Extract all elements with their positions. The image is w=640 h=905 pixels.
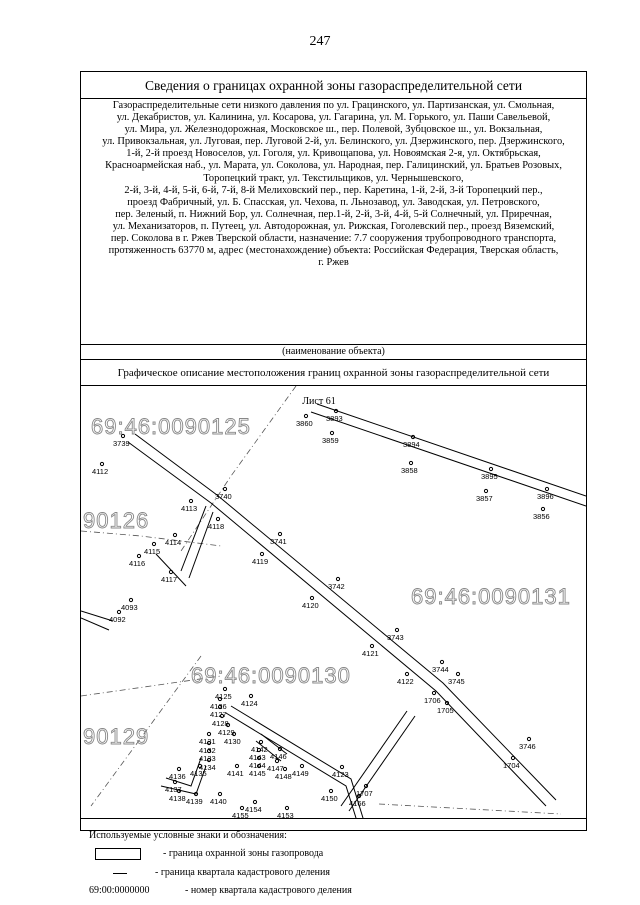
section-title: Сведения о границах охранной зоны газораспределительной сети [81, 72, 586, 99]
boundary-point-label: 4113 [181, 504, 198, 513]
boundary-point-label: 4149 [292, 769, 309, 778]
description-line: ул. Привокзальная, ул. Луговая, пер. Луговой 2-й, ул. Белинского, ул. Дзержинского, пер. Дзержинского, [102, 136, 565, 148]
block-border-symbol [113, 873, 127, 874]
boundary-point-label: 4145 [249, 769, 266, 778]
boundary-point-marker [370, 644, 373, 647]
boundary-point-label: 4120 [302, 601, 319, 610]
boundary-point-marker [216, 517, 219, 520]
boundary-point-marker [173, 533, 176, 536]
graphic-title: Графическое описание местоположения границ охранной зоны газораспределительной сети [81, 360, 586, 386]
boundary-point-label: 4147 [267, 764, 284, 773]
boundary-point-label: 1705 [437, 706, 454, 715]
boundary-point-marker [169, 570, 172, 573]
boundary-point-label: 3746 [519, 742, 536, 751]
boundary-point-marker [177, 767, 180, 770]
boundary-point-marker [223, 487, 226, 490]
description-line: Газораспределительные сети низкого давления по ул. Грацинского, ул. Партизанская, ул. Смольная, [112, 100, 555, 111]
legend-block-number-desc: - номер квартала кадастрового деления [185, 885, 352, 896]
boundary-point-marker [545, 487, 548, 490]
boundary-point-label: 4137 [165, 785, 182, 794]
boundary-point-label: 3856 [533, 512, 550, 521]
boundary-point-label: 4124 [241, 699, 258, 708]
boundary-point-label: 1704 [503, 761, 520, 770]
boundary-point-label: 3896 [537, 492, 554, 501]
boundary-point-label: 4143 [249, 753, 266, 762]
boundary-point-marker [100, 462, 103, 465]
boundary-point-marker [440, 660, 443, 663]
zone-strip [317, 404, 586, 496]
boundary-point-label: 4132 [199, 746, 216, 755]
boundary-point-label: 3745 [448, 677, 465, 686]
boundary-point-label: 4112 [92, 467, 109, 476]
description-line: Красноармейская наб., ул. Марата, ул. Соколова, ул. Народная, пер. Галицинский, ул. Братьев Розовых, [105, 160, 562, 172]
boundary-point-label: 4150 [321, 794, 338, 803]
boundary-point-marker [278, 532, 281, 535]
boundary-point-label: 4131 [199, 737, 216, 746]
boundary-point-marker [173, 780, 176, 783]
description-line: пер. Соколова в г. Ржев Тверской области, назначение: 7.7 сооружения трубопроводного транспорта, [110, 233, 557, 245]
boundary-point-label: 4122 [397, 677, 414, 686]
boundary-point-marker [432, 691, 435, 694]
boundary-point-label: 3859 [322, 436, 339, 445]
description-line: ул. Декабристов, ул. Калинина, ул. Косарова, ул. Гагарина, ул. М. Горького, ул. Паши Савельевой, [116, 112, 551, 124]
boundary-point-marker [285, 806, 288, 809]
cadastral-number: 69:46:0090130 [191, 663, 351, 688]
boundary-point-marker [249, 694, 252, 697]
boundary-point-label: 3744 [432, 665, 449, 674]
boundary-point-label: 4155 [232, 811, 249, 818]
boundary-point-label: 4138 [169, 794, 186, 803]
boundary-point-marker [304, 414, 307, 417]
zone-strip [81, 618, 109, 630]
boundary-map [81, 386, 586, 818]
boundary-point-label: 4118 [208, 522, 225, 531]
boundary-point-marker [117, 610, 120, 613]
boundary-point-marker [511, 756, 514, 759]
cadastral-number: 69:46:0090131 [411, 584, 571, 609]
boundary-point-marker [527, 737, 530, 740]
boundary-point-marker [409, 461, 412, 464]
boundary-point-marker [405, 672, 408, 675]
info-frame [80, 71, 587, 896]
boundary-point-label: 4129 [218, 728, 235, 737]
boundary-point-label: 1707 [356, 789, 373, 798]
boundary-point-label: 4144 [249, 761, 266, 770]
boundary-point-marker [189, 499, 192, 502]
zone-strip [341, 711, 407, 806]
boundary-point-marker [275, 759, 278, 762]
boundary-point-label: 3743 [387, 633, 404, 642]
sheet-label: Лист 61 [302, 396, 336, 407]
boundary-point-label: 3740 [215, 492, 232, 501]
boundary-point-label: 4115 [144, 547, 161, 556]
boundary-point-label: 3857 [476, 494, 493, 503]
boundary-point-label: 4119 [252, 557, 269, 566]
boundary-point-marker [283, 767, 286, 770]
boundary-point-marker [223, 687, 226, 690]
boundary-point-marker [310, 596, 313, 599]
boundary-point-label: 3894 [403, 440, 420, 449]
map-area [81, 386, 586, 819]
boundary-point-label: 4130 [224, 737, 241, 746]
boundary-point-marker [253, 800, 256, 803]
boundary-point-marker [340, 765, 343, 768]
description-line: Торопецкий тракт, ул. Текстильщиков, ул. Чернышевского, [203, 172, 464, 184]
boundary-point-label: 4126 [210, 702, 227, 711]
object-name-caption: (наименование объекта) [81, 345, 586, 360]
legend-block-border: - граница квартала кадастрового деления [155, 867, 330, 878]
boundary-point-label: 3741 [270, 537, 287, 546]
boundary-point-label: 4114 [165, 538, 182, 547]
boundary-point-label: 4154 [245, 805, 262, 814]
block-boundary [379, 804, 561, 814]
description-line: 2-й, 3-й, 4-й, 5-й, 6-й, 7-й, 8-й Мелиховский пер., пер. Каретина, 1-й, 2-й, 3-й Торопецкий пер., [124, 184, 543, 196]
boundary-point-marker [330, 431, 333, 434]
description-line: 1-й, 2-й проезд Новоселов, ул. Гоголя, ул. Кривощапова, ул. Новоямская 2-я, ул. Октябрьская, [126, 148, 541, 160]
boundary-point-label: 3739 [113, 439, 130, 448]
description-line: ул. Мира, ул. Железнодорожная, Московское ш., пер. Полевой, Зубцовское ш., ул. Вокзальная, [124, 124, 543, 136]
legend-zone-border: - граница охранной зоны газопровода [163, 848, 324, 859]
boundary-point-marker [456, 672, 459, 675]
boundary-point-marker [152, 542, 155, 545]
boundary-point-label: 4153 [277, 811, 294, 818]
boundary-point-label: 4146 [270, 752, 287, 761]
boundary-point-label: 4133 [199, 754, 216, 763]
boundary-point-label: 4093 [121, 603, 138, 612]
boundary-point-label: 4136 [169, 772, 186, 781]
boundary-point-label: 4127 [210, 710, 227, 719]
boundary-point-marker [137, 554, 140, 557]
description-line: г. Ржев [318, 257, 349, 269]
description-line: протяженность 63770 м, адрес (местонахождение) объекта: Российская Федерация, Тверская область, [108, 245, 559, 257]
boundary-point-label: 4092 [109, 615, 126, 624]
legend-title: Используемые условные знаки и обозначения: [89, 830, 287, 841]
boundary-point-marker [395, 628, 398, 631]
boundary-point-label: 4148 [275, 772, 292, 781]
object-description [81, 99, 586, 345]
boundary-point-label: 1706 [424, 696, 441, 705]
cadastral-number: 69:46:0090125 [91, 414, 251, 439]
boundary-point-label: 4141 [227, 769, 244, 778]
boundary-point-label: 3858 [401, 466, 418, 475]
description-line: пер. Зеленый, п. Нижний Бор, ул. Солнечная, пер.1-й, 2-й, 3-й, 4-й, 5-й Солнечный, ул. Приречная, [115, 208, 552, 220]
boundary-point-marker [329, 789, 332, 792]
boundary-point-label: 3895 [481, 472, 498, 481]
boundary-point-label: 3742 [328, 582, 345, 591]
boundary-point-label: 4139 [186, 797, 203, 806]
legend-block-number-sample: 69:00:0000000 [89, 885, 150, 896]
description-line: проезд Фабричный, ул. Б. Спасская, ул. Чехова, п. Льнозавод, ул. Заводская, ул. Петровского, [127, 196, 540, 208]
boundary-point-label: 4135 [190, 769, 207, 778]
boundary-point-label: 4134 [199, 763, 216, 772]
boundary-point-label: 3893 [326, 414, 343, 423]
boundary-point-label: 4140 [210, 797, 227, 806]
zone-border-symbol [95, 848, 141, 860]
boundary-point-label: 4121 [362, 649, 379, 658]
boundary-point-label: 4142 [251, 745, 268, 754]
zone-strip [181, 506, 206, 571]
block-boundary [81, 531, 221, 546]
boundary-point-marker [129, 598, 132, 601]
boundary-point-marker [235, 764, 238, 767]
cadastral-number: 90129 [83, 724, 150, 749]
boundary-point-label: 4117 [161, 575, 178, 584]
boundary-point-marker [489, 467, 492, 470]
cadastral-number: 90126 [83, 508, 150, 533]
boundary-point-label: 4123 [332, 770, 349, 779]
description-line: ул. Механизаторов, п. Путеец, ул. Автодорожная, ул. Рижская, Гоголевский пер., проезд Вяземский, [112, 220, 555, 232]
boundary-point-marker [541, 507, 544, 510]
boundary-point-marker [240, 806, 243, 809]
boundary-point-marker [260, 552, 263, 555]
page-number: 247 [309, 34, 331, 49]
boundary-point-label: 4166 [349, 799, 366, 808]
boundary-point-marker [207, 732, 210, 735]
boundary-point-label: 4116 [129, 559, 146, 568]
boundary-point-marker [484, 489, 487, 492]
boundary-point-label: 4128 [212, 719, 229, 728]
boundary-point-label: 4125 [215, 692, 232, 701]
boundary-point-marker [336, 577, 339, 580]
boundary-point-label: 3860 [296, 419, 313, 428]
boundary-point-marker [259, 740, 262, 743]
boundary-point-marker [300, 764, 303, 767]
boundary-point-marker [218, 792, 221, 795]
